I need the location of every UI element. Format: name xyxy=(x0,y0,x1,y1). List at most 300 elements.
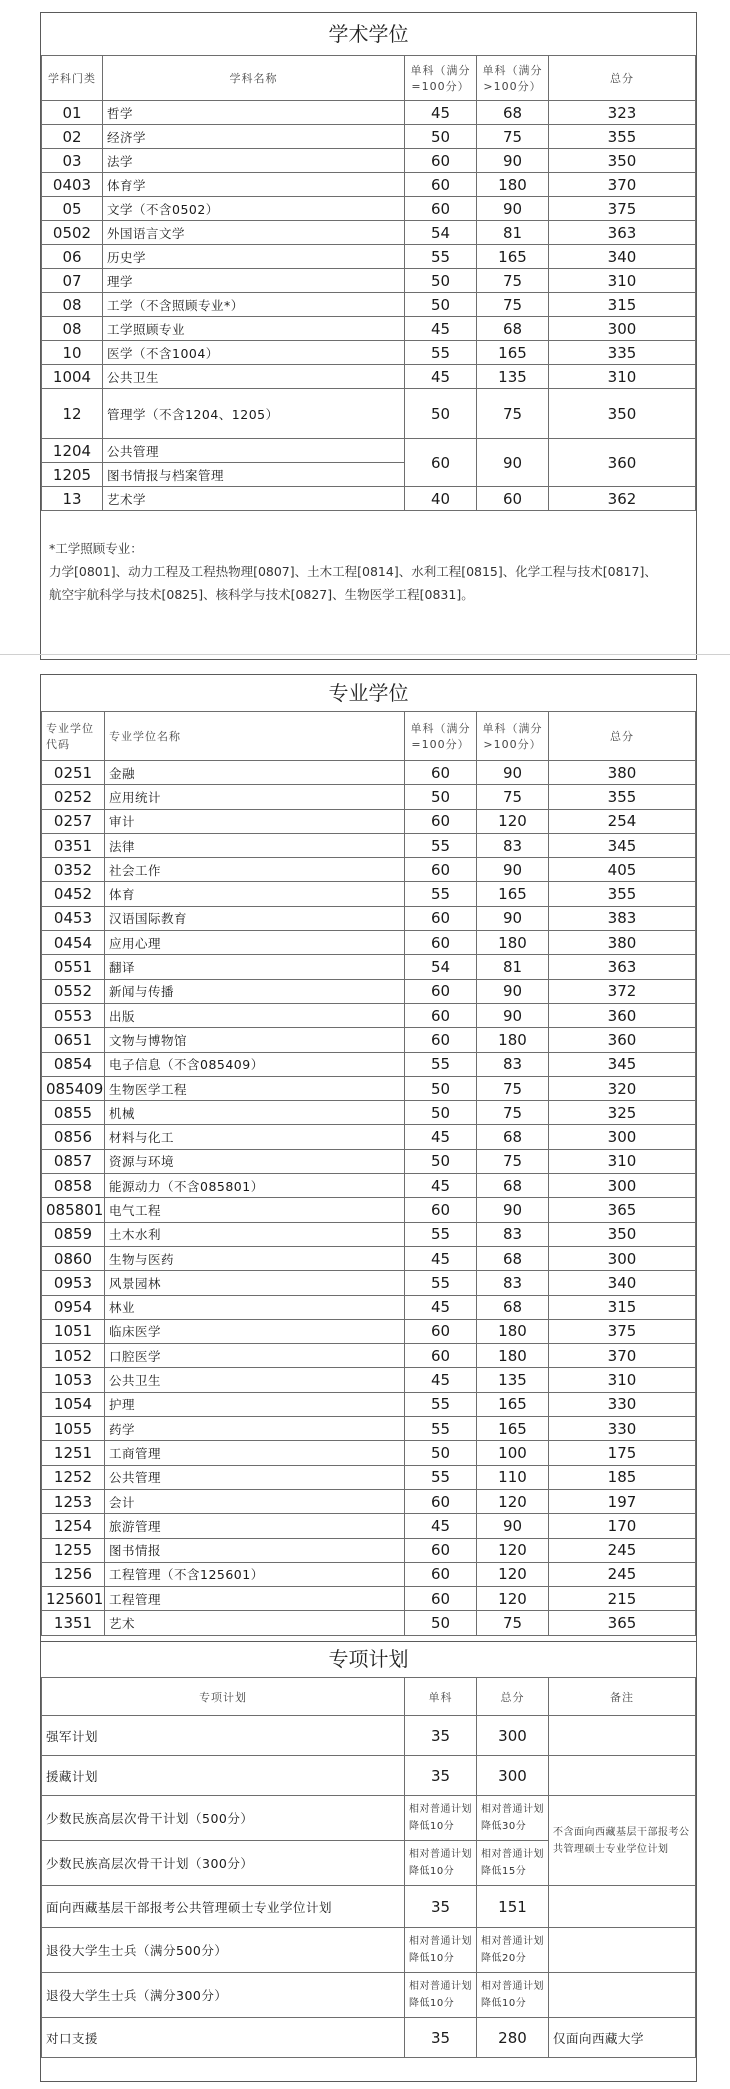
cell-s2: 180 xyxy=(477,173,549,197)
table-row xyxy=(42,173,696,197)
table-row xyxy=(42,1028,696,1052)
cell-s1: 45 xyxy=(405,1295,477,1319)
cell-code: 0859 xyxy=(42,1222,105,1246)
cell-total: 380 xyxy=(549,931,696,955)
cell-s1: 60 xyxy=(405,149,477,173)
cell-name: 图书情报 xyxy=(105,1538,405,1562)
professional-header-row xyxy=(42,712,696,761)
cell-name: 审计 xyxy=(105,809,405,833)
cell-name: 土木水利 xyxy=(105,1222,405,1246)
header-single-over-100: 单科（满分 >100分） xyxy=(477,56,549,101)
cell-s2: 75 xyxy=(477,389,549,439)
cell-s2: 165 xyxy=(477,245,549,269)
footnote-line: 力学[0801]、动力工程及工程热物理[0807]、土木工程[0814]、水利工程[0815]、化学工程与技术[0817]、 xyxy=(49,564,657,579)
cell-name: 文学（不含0502） xyxy=(103,197,405,221)
cell-s1: 60 xyxy=(405,1003,477,1027)
cell-name: 新闻与传播 xyxy=(105,979,405,1003)
cell-total: 355 xyxy=(549,125,696,149)
cell-total: 355 xyxy=(549,785,696,809)
cell-s2: 90 xyxy=(477,761,549,785)
cell-s2: 68 xyxy=(477,1174,549,1198)
cell-s2: 83 xyxy=(477,833,549,857)
cell-total: 170 xyxy=(549,1514,696,1538)
cell-name: 电气工程 xyxy=(105,1198,405,1222)
table-row xyxy=(42,1174,696,1198)
cell-s2: 75 xyxy=(477,269,549,293)
cell-code: 0257 xyxy=(42,809,105,833)
cell-s1: 50 xyxy=(405,785,477,809)
cell-total: 345 xyxy=(549,833,696,857)
header-code: 学科门类 xyxy=(42,56,103,101)
cell-code: 1051 xyxy=(42,1319,105,1343)
cell-total: 363 xyxy=(549,955,696,979)
cell-total: 360 xyxy=(549,1003,696,1027)
cell-name: 理学 xyxy=(103,269,405,293)
academic-table xyxy=(41,55,696,511)
cell-s1: 60 xyxy=(405,1587,477,1611)
cell-s1: 50 xyxy=(405,1076,477,1100)
cell-name: 机械 xyxy=(105,1101,405,1125)
cell-name: 公共卫生 xyxy=(105,1368,405,1392)
table-row xyxy=(42,341,696,365)
cell-code: 06 xyxy=(42,245,103,269)
cell-s1: 45 xyxy=(405,1514,477,1538)
cell-s2: 90 xyxy=(477,1003,549,1027)
cell-s2: 135 xyxy=(477,1368,549,1392)
cell-code: 1351 xyxy=(42,1611,105,1635)
table-row xyxy=(42,882,696,906)
table-row xyxy=(42,1514,696,1538)
table-row: 援藏计划 35 300 xyxy=(42,1756,696,1796)
cell-s2: 68 xyxy=(477,1125,549,1149)
cell-code: 1256 xyxy=(42,1562,105,1586)
special-title: 专项计划 xyxy=(328,1647,409,1671)
cell-s2: 68 xyxy=(477,101,549,125)
cell-name: 艺术 xyxy=(105,1611,405,1635)
cell-total: 310 xyxy=(549,365,696,389)
cell-s2: 120 xyxy=(477,1562,549,1586)
cell-s1: 55 xyxy=(405,1222,477,1246)
cell-code: 0452 xyxy=(42,882,105,906)
cell-code: 0552 xyxy=(42,979,105,1003)
table-row xyxy=(42,365,696,389)
cell-s1: 50 xyxy=(405,269,477,293)
cell-name: 能源动力（不含085801） xyxy=(105,1174,405,1198)
cell-name: 工程管理 xyxy=(105,1587,405,1611)
cell-s2: 180 xyxy=(477,1028,549,1052)
cell-total: 383 xyxy=(549,906,696,930)
table-row xyxy=(42,1417,696,1441)
header-name: 学科名称 xyxy=(103,56,405,101)
cell-code: 1252 xyxy=(42,1465,105,1489)
cell-s1: 60 xyxy=(405,979,477,1003)
cell-name: 旅游管理 xyxy=(105,1514,405,1538)
cell-s1: 60 xyxy=(405,1344,477,1368)
table-row xyxy=(42,1198,696,1222)
cell-total: 175 xyxy=(549,1441,696,1465)
cell-code: 1251 xyxy=(42,1441,105,1465)
cell-s1: 45 xyxy=(405,101,477,125)
cell-code: 085409 xyxy=(42,1076,105,1100)
cell-name: 护理 xyxy=(105,1392,405,1416)
cell-total: 300 xyxy=(549,317,696,341)
table-row: 强军计划 35 300 xyxy=(42,1716,696,1756)
footnote-line: 航空宇航科学与技术[0825]、核科学与技术[0827]、生物医学工程[0831]。 xyxy=(49,587,474,602)
cell-code: 0454 xyxy=(42,931,105,955)
cell-s2: 75 xyxy=(477,293,549,317)
table-row: 对口支援 35 280 仅面向西藏大学 xyxy=(42,2018,696,2058)
cell-total: 363 xyxy=(549,221,696,245)
table-row xyxy=(42,293,696,317)
table-row xyxy=(42,269,696,293)
cell-total: 310 xyxy=(549,1149,696,1173)
table-row xyxy=(42,1271,696,1295)
cell-s2: 68 xyxy=(477,317,549,341)
table-row xyxy=(42,197,696,221)
cell-total: 365 xyxy=(549,1611,696,1635)
table-row xyxy=(42,809,696,833)
cell-name: 医学（不含1004） xyxy=(103,341,405,365)
cell-total: 405 xyxy=(549,858,696,882)
cell-code: 01 xyxy=(42,101,103,125)
cell-total: 340 xyxy=(549,1271,696,1295)
cell-total: 365 xyxy=(549,1198,696,1222)
table-row: 1204 公共管理 60 90 360 xyxy=(42,439,696,463)
footnote xyxy=(41,511,696,606)
cell-s2: 90 xyxy=(477,979,549,1003)
cell-code: 0856 xyxy=(42,1125,105,1149)
cell-name: 林业 xyxy=(105,1295,405,1319)
table-row xyxy=(42,221,696,245)
table-row xyxy=(42,317,696,341)
cell-s1: 54 xyxy=(405,955,477,979)
cell-s2: 81 xyxy=(477,955,549,979)
cell-name: 会计 xyxy=(105,1489,405,1513)
cell-code: 0251 xyxy=(42,761,105,785)
cell-name: 体育学 xyxy=(103,173,405,197)
cell-code: 1254 xyxy=(42,1514,105,1538)
cell-s1: 55 xyxy=(405,833,477,857)
cell-s1: 55 xyxy=(405,341,477,365)
header-name: 专业学位名称 xyxy=(105,712,405,761)
cell-name: 金融 xyxy=(105,761,405,785)
cell-total: 330 xyxy=(549,1392,696,1416)
cell-total: 380 xyxy=(549,761,696,785)
cell-s1: 45 xyxy=(405,1246,477,1270)
cell-s1: 55 xyxy=(405,1465,477,1489)
cell-total: 245 xyxy=(549,1562,696,1586)
cell-name: 口腔医学 xyxy=(105,1344,405,1368)
table-row xyxy=(42,1538,696,1562)
cell-code: 0858 xyxy=(42,1174,105,1198)
cell-name: 体育 xyxy=(105,882,405,906)
table-row xyxy=(42,1368,696,1392)
cell-s1: 50 xyxy=(405,293,477,317)
cell-total: 372 xyxy=(549,979,696,1003)
special-section xyxy=(40,1642,697,2082)
cell-code: 0252 xyxy=(42,785,105,809)
table-row xyxy=(42,1562,696,1586)
table-row xyxy=(42,1101,696,1125)
cell-code: 125601 xyxy=(42,1587,105,1611)
cell-name: 历史学 xyxy=(103,245,405,269)
cell-s2: 75 xyxy=(477,1076,549,1100)
cell-total: 310 xyxy=(549,1368,696,1392)
cell-name: 应用统计 xyxy=(105,785,405,809)
cell-name: 出版 xyxy=(105,1003,405,1027)
cell-total: 345 xyxy=(549,1052,696,1076)
cell-s2: 110 xyxy=(477,1465,549,1489)
professional-table xyxy=(41,711,696,1636)
cell-code: 0403 xyxy=(42,173,103,197)
cell-s1: 45 xyxy=(405,317,477,341)
cell-s2: 180 xyxy=(477,1344,549,1368)
cell-s1: 60 xyxy=(405,809,477,833)
table-row xyxy=(42,1587,696,1611)
cell-s1: 45 xyxy=(405,1174,477,1198)
cell-s1: 60 xyxy=(405,197,477,221)
remark-cell: 不含面向西藏基层干部报考公共管理硕士专业学位计划 xyxy=(549,1796,696,1886)
table-row xyxy=(42,833,696,857)
cell-code: 1004 xyxy=(42,365,103,389)
cell-name: 工学照顾专业 xyxy=(103,317,405,341)
cell-name: 材料与化工 xyxy=(105,1125,405,1149)
cell-name: 应用心理 xyxy=(105,931,405,955)
cell-s1: 50 xyxy=(405,1611,477,1635)
cell-s2: 165 xyxy=(477,1392,549,1416)
table-row xyxy=(42,1344,696,1368)
cell-total: 350 xyxy=(549,149,696,173)
cell-name: 管理学（不含1204、1205） xyxy=(103,389,405,439)
cell-total: 370 xyxy=(549,1344,696,1368)
table-row xyxy=(42,245,696,269)
cell-name: 电子信息（不含085409） xyxy=(105,1052,405,1076)
cell-code: 0502 xyxy=(42,221,103,245)
cell-total: 300 xyxy=(549,1174,696,1198)
cell-total: 300 xyxy=(549,1125,696,1149)
cell-s2: 135 xyxy=(477,365,549,389)
special-table xyxy=(41,1677,696,2058)
cell-name: 法学 xyxy=(103,149,405,173)
table-row xyxy=(42,1441,696,1465)
table-row: 退役大学生士兵（满分500分） 相对普通计划降低10分 相对普通计划降低20分 xyxy=(42,1928,696,1973)
cell-total: 245 xyxy=(549,1538,696,1562)
table-row xyxy=(42,101,696,125)
table-row: 少数民族高层次骨干计划（300分） 相对普通计划降低10分 相对普通计划降低15分 xyxy=(42,1841,696,1886)
cell-code: 02 xyxy=(42,125,103,149)
cell-s2: 90 xyxy=(477,906,549,930)
cell-s2: 83 xyxy=(477,1222,549,1246)
cell-name: 法律 xyxy=(105,833,405,857)
cell-total: 370 xyxy=(549,173,696,197)
header-single-100: 单科（满分 =100分） xyxy=(405,56,477,101)
section-divider xyxy=(0,654,730,655)
cell-total: 330 xyxy=(549,1417,696,1441)
header-single: 单科 xyxy=(405,1678,477,1716)
cell-code: 03 xyxy=(42,149,103,173)
table-row xyxy=(42,1489,696,1513)
cell-s2: 90 xyxy=(477,149,549,173)
cell-s2: 90 xyxy=(477,1198,549,1222)
cell-code: 1054 xyxy=(42,1392,105,1416)
cell-s2: 180 xyxy=(477,1319,549,1343)
cell-total: 315 xyxy=(549,293,696,317)
cell-s1: 60 xyxy=(405,1028,477,1052)
table-row xyxy=(42,1611,696,1635)
cell-name: 公共管理 xyxy=(105,1465,405,1489)
cell-name: 社会工作 xyxy=(105,858,405,882)
table-row xyxy=(42,125,696,149)
header-remark: 备注 xyxy=(549,1678,696,1716)
cell-name: 翻译 xyxy=(105,955,405,979)
cell-code: 1055 xyxy=(42,1417,105,1441)
cell-total: 215 xyxy=(549,1587,696,1611)
cell-code: 1052 xyxy=(42,1344,105,1368)
cell-s2: 90 xyxy=(477,858,549,882)
cell-s1: 54 xyxy=(405,221,477,245)
table-row xyxy=(42,906,696,930)
table-row xyxy=(42,1392,696,1416)
cell-s2: 68 xyxy=(477,1246,549,1270)
cell-name: 生物与医药 xyxy=(105,1246,405,1270)
footnote-title: *工学照顾专业： xyxy=(49,541,143,556)
cell-code: 0651 xyxy=(42,1028,105,1052)
cell-s1: 55 xyxy=(405,245,477,269)
cell-s2: 75 xyxy=(477,1149,549,1173)
cell-code: 08 xyxy=(42,317,103,341)
cell-total: 185 xyxy=(549,1465,696,1489)
professional-title: 专业学位 xyxy=(328,681,409,705)
cell-s1: 45 xyxy=(405,1125,477,1149)
cell-code: 10 xyxy=(42,341,103,365)
cell-code: 0351 xyxy=(42,833,105,857)
table-row: 退役大学生士兵（满分300分） 相对普通计划降低10分 相对普通计划降低10分 xyxy=(42,1973,696,2018)
cell-total: 355 xyxy=(549,882,696,906)
header-plan: 专项计划 xyxy=(42,1678,405,1716)
table-row xyxy=(42,1246,696,1270)
cell-total: 350 xyxy=(549,1222,696,1246)
cell-code: 085801 xyxy=(42,1198,105,1222)
cell-name: 经济学 xyxy=(103,125,405,149)
cell-s1: 60 xyxy=(405,761,477,785)
cell-name: 工学（不含照顾专业*） xyxy=(103,293,405,317)
table-row xyxy=(42,1125,696,1149)
table-row xyxy=(42,149,696,173)
cell-s2: 120 xyxy=(477,809,549,833)
cell-total: 254 xyxy=(549,809,696,833)
cell-name: 哲学 xyxy=(103,101,405,125)
cell-total: 323 xyxy=(549,101,696,125)
cell-code: 0551 xyxy=(42,955,105,979)
cell-s1: 60 xyxy=(405,931,477,955)
table-row xyxy=(42,858,696,882)
cell-s1: 60 xyxy=(405,1538,477,1562)
table-row xyxy=(42,1003,696,1027)
cell-s2: 165 xyxy=(477,341,549,365)
cell-s1: 60 xyxy=(405,1562,477,1586)
table-row xyxy=(42,1052,696,1076)
cell-s1: 55 xyxy=(405,1417,477,1441)
academic-title: 学术学位 xyxy=(328,22,409,46)
cell-total: 310 xyxy=(549,269,696,293)
cell-total: 325 xyxy=(549,1101,696,1125)
table-row xyxy=(42,955,696,979)
cell-s2: 75 xyxy=(477,785,549,809)
table-row: 面向西藏基层干部报考公共管理硕士专业学位计划 35 151 xyxy=(42,1886,696,1928)
header-single-over-100: 单科（满分 >100分） xyxy=(477,712,549,761)
cell-name: 汉语国际教育 xyxy=(105,906,405,930)
cell-name: 工商管理 xyxy=(105,1441,405,1465)
cell-s2: 90 xyxy=(477,1514,549,1538)
table-row xyxy=(42,1465,696,1489)
cell-code: 0854 xyxy=(42,1052,105,1076)
table-row xyxy=(42,979,696,1003)
table-row xyxy=(42,761,696,785)
cell-total: 340 xyxy=(549,245,696,269)
cell-total: 335 xyxy=(549,341,696,365)
cell-s1: 50 xyxy=(405,1101,477,1125)
cell-code: 0953 xyxy=(42,1271,105,1295)
cell-code: 07 xyxy=(42,269,103,293)
cell-name: 文物与博物馆 xyxy=(105,1028,405,1052)
table-row xyxy=(42,1076,696,1100)
cell-total: 375 xyxy=(549,197,696,221)
cell-code: 12 xyxy=(42,389,103,439)
cell-s1: 60 xyxy=(405,906,477,930)
cell-s2: 100 xyxy=(477,1441,549,1465)
cell-code: 1255 xyxy=(42,1538,105,1562)
cell-name: 外国语言文学 xyxy=(103,221,405,245)
cell-code: 08 xyxy=(42,293,103,317)
cell-total: 300 xyxy=(549,1246,696,1270)
cell-s2: 83 xyxy=(477,1271,549,1295)
cell-total: 375 xyxy=(549,1319,696,1343)
cell-code: 05 xyxy=(42,197,103,221)
cell-s2: 90 xyxy=(477,197,549,221)
cell-name: 资源与环境 xyxy=(105,1149,405,1173)
cell-s1: 55 xyxy=(405,1052,477,1076)
cell-total: 350 xyxy=(549,389,696,439)
cell-name: 临床医学 xyxy=(105,1319,405,1343)
cell-s2: 83 xyxy=(477,1052,549,1076)
cell-code: 1053 xyxy=(42,1368,105,1392)
cell-s1: 50 xyxy=(405,1149,477,1173)
cell-s2: 120 xyxy=(477,1489,549,1513)
header-total: 总分 xyxy=(549,56,696,101)
cell-code: 0857 xyxy=(42,1149,105,1173)
cell-name: 工程管理（不含125601） xyxy=(105,1562,405,1586)
cell-s1: 50 xyxy=(405,389,477,439)
cell-code: 0855 xyxy=(42,1101,105,1125)
academic-section xyxy=(40,12,697,660)
cell-s2: 165 xyxy=(477,882,549,906)
cell-s1: 45 xyxy=(405,1368,477,1392)
header-total: 总分 xyxy=(549,712,696,761)
cell-code: 0352 xyxy=(42,858,105,882)
cell-name: 公共卫生 xyxy=(103,365,405,389)
cell-s2: 120 xyxy=(477,1587,549,1611)
cell-s1: 60 xyxy=(405,1198,477,1222)
cell-s1: 50 xyxy=(405,125,477,149)
table-row: 1205 图书情报与档案管理 xyxy=(42,463,696,487)
table-row xyxy=(42,389,696,439)
header-single-100: 单科（满分 =100分） xyxy=(405,712,477,761)
cell-s1: 60 xyxy=(405,1319,477,1343)
cell-code: 0860 xyxy=(42,1246,105,1270)
table-row: 13 艺术学 40 60 362 xyxy=(42,487,696,511)
cell-s1: 55 xyxy=(405,882,477,906)
cell-s1: 55 xyxy=(405,1392,477,1416)
